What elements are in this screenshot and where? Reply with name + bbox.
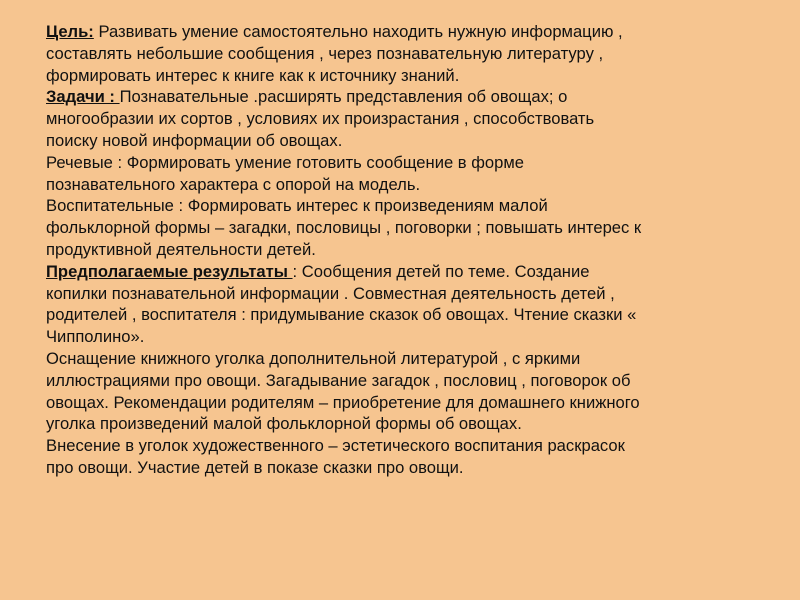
upbringing-line-2: фольклорной формы – загадки, пословицы , поговорки ; повышать интерес к — [46, 218, 642, 238]
goal-line-1 — [46, 21, 766, 43]
corner-line-3: овощах. Рекомендации родителям – приобретение для домашнего книжного — [46, 392, 640, 412]
upbringing-line-1: Воспитательные : Формировать интерес к произведениям малой — [46, 196, 548, 216]
speech-line-2: познавательного характера с опорой на модель. — [46, 174, 421, 194]
corner-line-1: Оснащение книжного уголка дополнительной литературой , с яркими — [46, 348, 581, 368]
goal-line-2: составлять небольшие сообщения , через познавательную литературу , — [46, 43, 604, 63]
results-line-4: Чипполино». — [46, 327, 145, 347]
coloring-line-1: Внесение в уголок художественного – эстетического воспитания раскрасок — [46, 436, 625, 456]
tasks-line-3: поиску новой информации об овощах. — [46, 130, 343, 150]
results-line-1 — [46, 261, 766, 283]
speech-line-1: Речевые : Формировать умение готовить сообщение в форме — [46, 152, 524, 172]
corner-line-2: иллюстрациями про овощи. Загадывание загадок , пословиц , поговорок об — [46, 370, 631, 390]
slide-text — [46, 21, 766, 479]
results-label: Предполагаемые результаты — [46, 261, 293, 281]
results-line-2: копилки познавательной информации . Совместная деятельность детей , — [46, 283, 615, 303]
tasks-text: Познавательные .расширять представления об овощах; о — [119, 87, 568, 107]
coloring-line-2: про овощи. Участие детей в показе сказки про овощи. — [46, 457, 464, 477]
upbringing-line-3: продуктивной деятельности детей. — [46, 239, 316, 259]
goal-label: Цель: — [46, 22, 94, 41]
goal-line-3: формировать интерес к книге как к источнику знаний. — [46, 65, 460, 85]
tasks-line-2: многообразии их сортов , условиях их произрастания , способствовать — [46, 109, 595, 129]
results-line-3: родителей , воспитателя : придумывание сказок об овощах. Чтение сказки « — [46, 305, 637, 325]
results-text: : Сообщения детей по теме. Создание — [292, 261, 590, 281]
goal-text: Развивать умение самостоятельно находить нужную информацию , — [93, 22, 623, 41]
tasks-line-1 — [46, 86, 766, 108]
tasks-label: Задачи : — [46, 87, 120, 107]
corner-line-4: уголка произведений малой фольклорной формы об овощах. — [46, 414, 522, 434]
